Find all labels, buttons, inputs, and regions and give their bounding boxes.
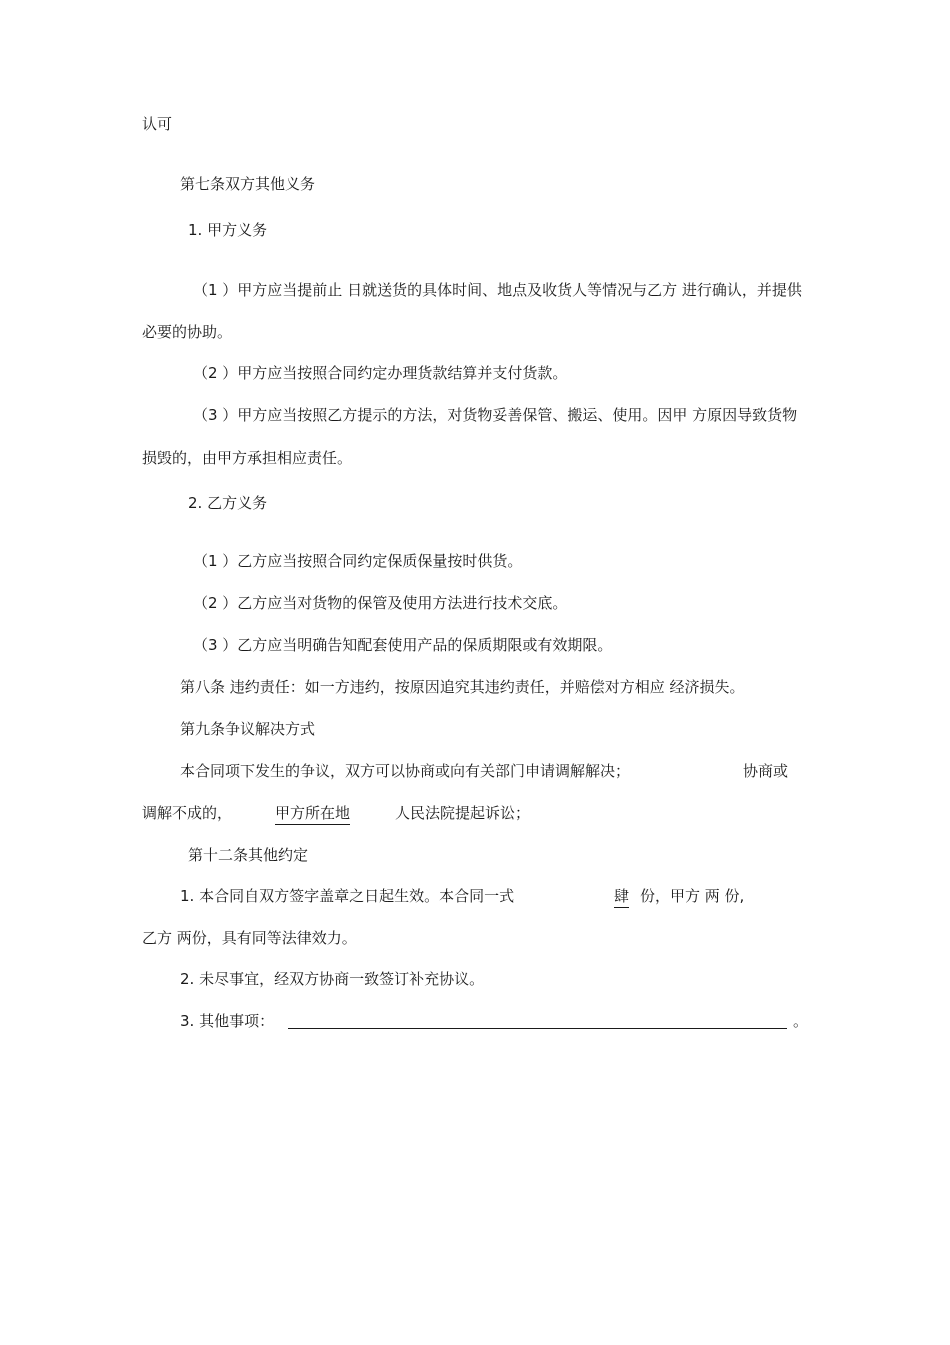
- clause-text: （3 ）乙方应当明确告知配套使用产品的保质期限或有效期限。: [193, 636, 613, 654]
- text-line: 认可: [142, 115, 173, 133]
- section-heading: 第十二条其他约定: [188, 846, 309, 864]
- clause-text: 本合同项下发生的争议，双方可以协商或向有关部门申请调解解决；: [180, 762, 631, 780]
- clause-text: 3. 其他事项：: [180, 1012, 275, 1030]
- clause-text: （3 ）甲方应当按照乙方提示的方法，对货物妥善保管、搬运、使用。因甲 方原因导致货物: [193, 406, 798, 424]
- clause-text: 人民法院提起诉讼；: [395, 804, 531, 822]
- clause-text: 乙方 两份，具有同等法律效力。: [142, 929, 357, 947]
- subsection-heading: 1. 甲方义务: [188, 221, 268, 239]
- clause-text: （2 ）乙方应当对货物的保管及使用方法进行技术交底。: [193, 594, 568, 612]
- clause-text: （1 ）甲方应当提前止 日就送货的具体时间、地点及收货人等情况与乙方 进行确认，并提供: [193, 281, 802, 299]
- filled-court-location: 甲方所在地: [275, 803, 350, 825]
- blank-fill-line: [288, 1028, 787, 1029]
- section-heading: 第八条 违约责任：如一方违约，按原因追究其违约责任，并赔偿对方相应 经济损失。: [180, 678, 745, 696]
- section-heading: 第九条争议解决方式: [180, 720, 316, 738]
- clause-text: 份，甲方 两 份,: [640, 887, 745, 905]
- filled-copy-count: 肆: [614, 886, 629, 908]
- subsection-heading: 2. 乙方义务: [188, 494, 268, 512]
- clause-text: 损毁的，由甲方承担相应责任。: [142, 449, 353, 467]
- clause-text: 。: [793, 1012, 809, 1030]
- clause-text: （1 ）乙方应当按照合同约定保质保量按时供货。: [193, 552, 523, 570]
- section-heading: 第七条双方其他义务: [180, 175, 316, 193]
- clause-text: 2. 未尽事宜，经双方协商一致签订补充协议。: [180, 970, 485, 988]
- clause-text: （2 ）甲方应当按照合同约定办理货款结算并支付货款。: [193, 364, 568, 382]
- clause-text: 协商或: [743, 762, 789, 780]
- clause-text: 必要的协助。: [142, 323, 233, 341]
- clause-text: 1. 本合同自双方签字盖章之日起生效。本合同一式: [180, 887, 515, 905]
- clause-text: 调解不成的，: [142, 804, 233, 822]
